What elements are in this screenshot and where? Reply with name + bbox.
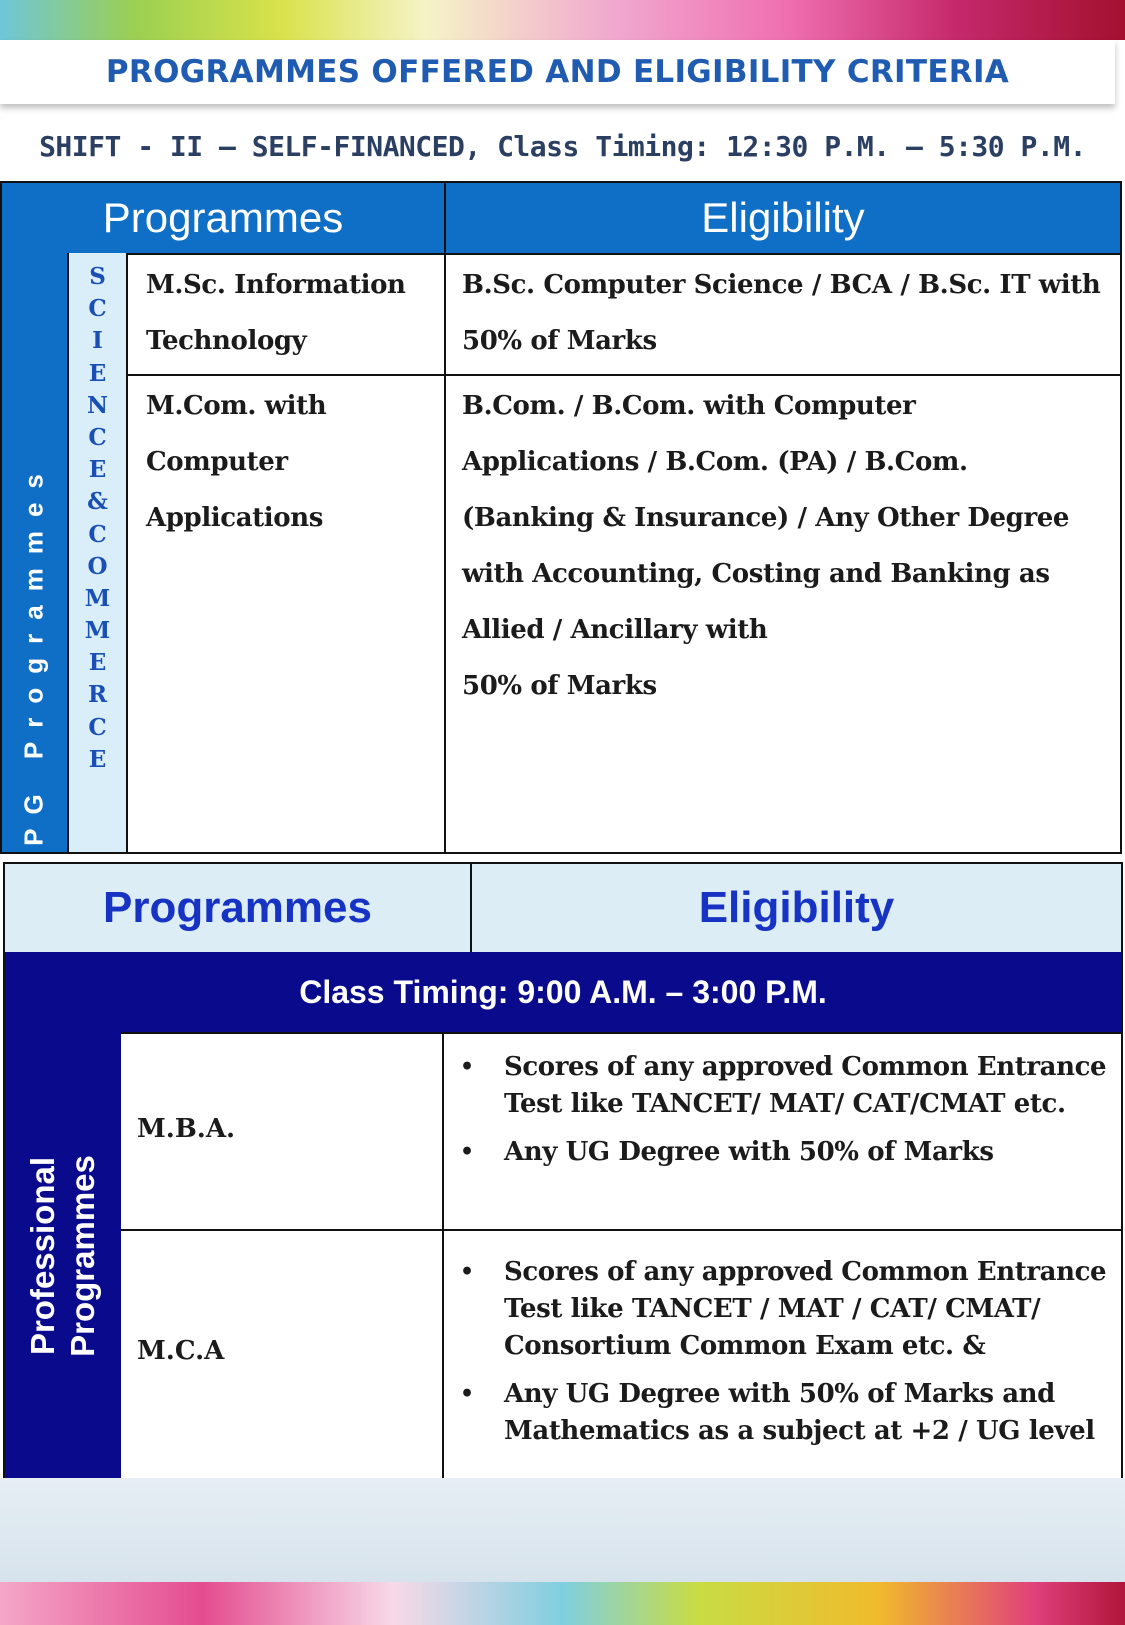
professional-programmes-table [3, 862, 1123, 1480]
pg-table-header [2, 183, 1120, 253]
category-letter: C [88, 713, 107, 741]
pg-side-label-cell [2, 253, 67, 852]
page-title: PROGRAMMES OFFERED AND ELIGIBILITY CRITERIA [105, 54, 1010, 90]
prof-row-divider [121, 1032, 1121, 1034]
bullet-icon: • [460, 1054, 474, 1080]
pg-header-eligibility: Eligibility [701, 194, 865, 241]
top-decorative-band [0, 0, 1125, 40]
table-row-programme: M.Sc. Information Technology [146, 270, 406, 356]
category-letter: O [87, 552, 108, 580]
category-letter: C [88, 520, 107, 548]
bullet-icon: • [460, 1381, 474, 1407]
prof-header-programmes: Programmes [102, 883, 372, 932]
prof-column-divider [442, 1032, 444, 1480]
pg-side-label: PG Programmes [18, 460, 49, 846]
category-letter: S [89, 263, 106, 290]
pg-row-divider [128, 253, 1120, 255]
category-letter: E [88, 456, 107, 484]
category-letter: M [84, 584, 111, 612]
prof-row-divider [121, 1229, 1121, 1231]
category-letter: N [86, 391, 109, 419]
eligibility-mba [460, 1049, 1110, 1182]
pg-row-divider [128, 374, 1120, 376]
class-timing-banner: Class Timing: 9:00 A.M. – 3:00 P.M. [5, 952, 1121, 1032]
category-letter: I [92, 327, 103, 355]
list-item: • Any UG Degree with 50% of Marks [460, 1134, 1110, 1171]
prof-header-eligibility: Eligibility [698, 883, 895, 932]
list-item: • Scores of any approved Common Entrance Test like TANCET/ MAT/ CAT/CMAT etc. [460, 1049, 1110, 1123]
category-letter: E [88, 745, 107, 773]
list-item: • Any UG Degree with 50% of Marks and Mathematics as a subject at +2 / UG level [460, 1376, 1110, 1450]
category-letter: E [88, 359, 107, 387]
pg-column-divider [444, 183, 446, 852]
category-label [69, 261, 126, 776]
prof-table-header [5, 864, 1121, 952]
eligibility-mca [460, 1254, 1110, 1461]
category-label-cell [67, 253, 128, 852]
programme-mba: M.B.A. [137, 1114, 236, 1144]
subtitle-row [0, 118, 1125, 174]
pg-header-programmes: Programmes [102, 194, 344, 241]
title-bar [0, 40, 1115, 104]
table-row-programme: M.Com. with Computer Applications [146, 391, 327, 533]
bottom-decorative-band [0, 1582, 1125, 1625]
table-row-eligibility: B.Sc. Computer Science / BCA / B.Sc. IT with 50% of Marks [462, 270, 1101, 356]
prof-side-label: Professional Programmes [24, 1155, 101, 1357]
list-item: • Scores of any approved Common Entrance Test like TANCET / MAT / CAT/ CMAT/ Consortium Common Exam etc. & [460, 1254, 1110, 1365]
pg-programmes-table [0, 181, 1122, 854]
category-letter: R [87, 681, 108, 709]
category-letter: C [88, 295, 107, 323]
table-row-eligibility: B.Com. / B.Com. with Computer Applications / B.Com. (PA) / B.Com. (Banking & Insurance) / Any Other Degree with Accounting, Costing and Banking as Allied / Ancillary with 50% of Marks [462, 391, 1070, 701]
shift-subtitle: SHIFT - II – SELF-FINANCED, Class Timing: 12:30 P.M. – 5:30 P.M. [39, 129, 1086, 163]
category-letter: & [87, 488, 108, 516]
prof-side-label-cell [5, 1032, 121, 1480]
programme-mca: M.C.A [137, 1336, 225, 1366]
prof-header-divider [470, 864, 472, 952]
bullet-icon: • [460, 1139, 474, 1165]
bullet-icon: • [460, 1259, 474, 1285]
category-letter: E [88, 649, 107, 677]
category-letter: C [88, 423, 107, 451]
category-letter: M [84, 617, 111, 645]
background-fade [0, 1478, 1125, 1582]
